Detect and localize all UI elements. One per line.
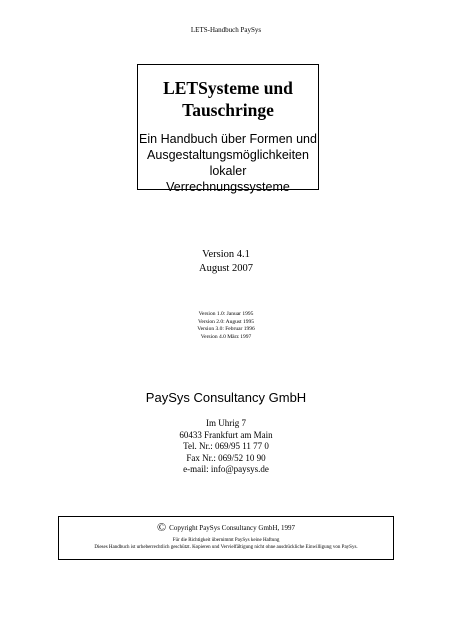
- version-label: Version 4.1: [202, 249, 250, 260]
- liability-text: Für die Richtigkeit übernimmt PaySys keine Haftung: [172, 538, 280, 543]
- version-block: [0, 248, 452, 276]
- company-name: PaySys Consultancy GmbH: [145, 390, 307, 405]
- version-history: [0, 311, 452, 341]
- title-line-1: LETSysteme und: [163, 78, 293, 98]
- version-history-item: Version 4.0 März 1997: [200, 333, 252, 340]
- fax-number: Fax Nr.: 069/52 10 90: [186, 452, 266, 463]
- running-header: LETS-Handbuch PaySys: [190, 26, 262, 34]
- copyright-icon: ©: [157, 520, 167, 534]
- version-history-item: Version 1.0: Januar 1995: [198, 311, 254, 317]
- copyright-notice: Dieses Handbuch ist urheberrechtlich geschützt. Kopieren und Vervielfältigung nicht ohne ausdrückliche Einwilligung von PaySys.: [94, 544, 358, 550]
- copyright-text: Copyright PaySys Consultancy GmbH, 1997: [169, 524, 295, 532]
- company-address: [0, 418, 452, 476]
- version-date: August 2007: [199, 263, 253, 274]
- title-box: [137, 64, 319, 194]
- document-subtitle: [138, 131, 318, 195]
- subtitle-line-3: Verrechnungssysteme: [166, 180, 290, 194]
- copyright-line: [59, 521, 393, 534]
- title-line-2: Tauschringe: [182, 100, 274, 120]
- version-history-item: Version 3.0: Februar 1996: [197, 326, 255, 333]
- address-street: Im Uhrig 7: [206, 418, 246, 428]
- address-city: 60433 Frankfurt am Main: [179, 429, 273, 440]
- phone-number: Tel. Nr.: 069/95 11 77 0: [183, 441, 269, 451]
- disclaimer: [59, 538, 393, 551]
- version-history-item: Version 2.0: August 1995: [198, 318, 254, 325]
- subtitle-line-2: Ausgestaltungsmöglichkeiten lokaler: [147, 148, 309, 178]
- subtitle-line-1: Ein Handbuch über Formen und: [139, 132, 317, 146]
- document-title: [138, 77, 318, 121]
- copyright-box: [58, 516, 394, 560]
- email-address: e-mail: info@paysys.de: [183, 464, 269, 474]
